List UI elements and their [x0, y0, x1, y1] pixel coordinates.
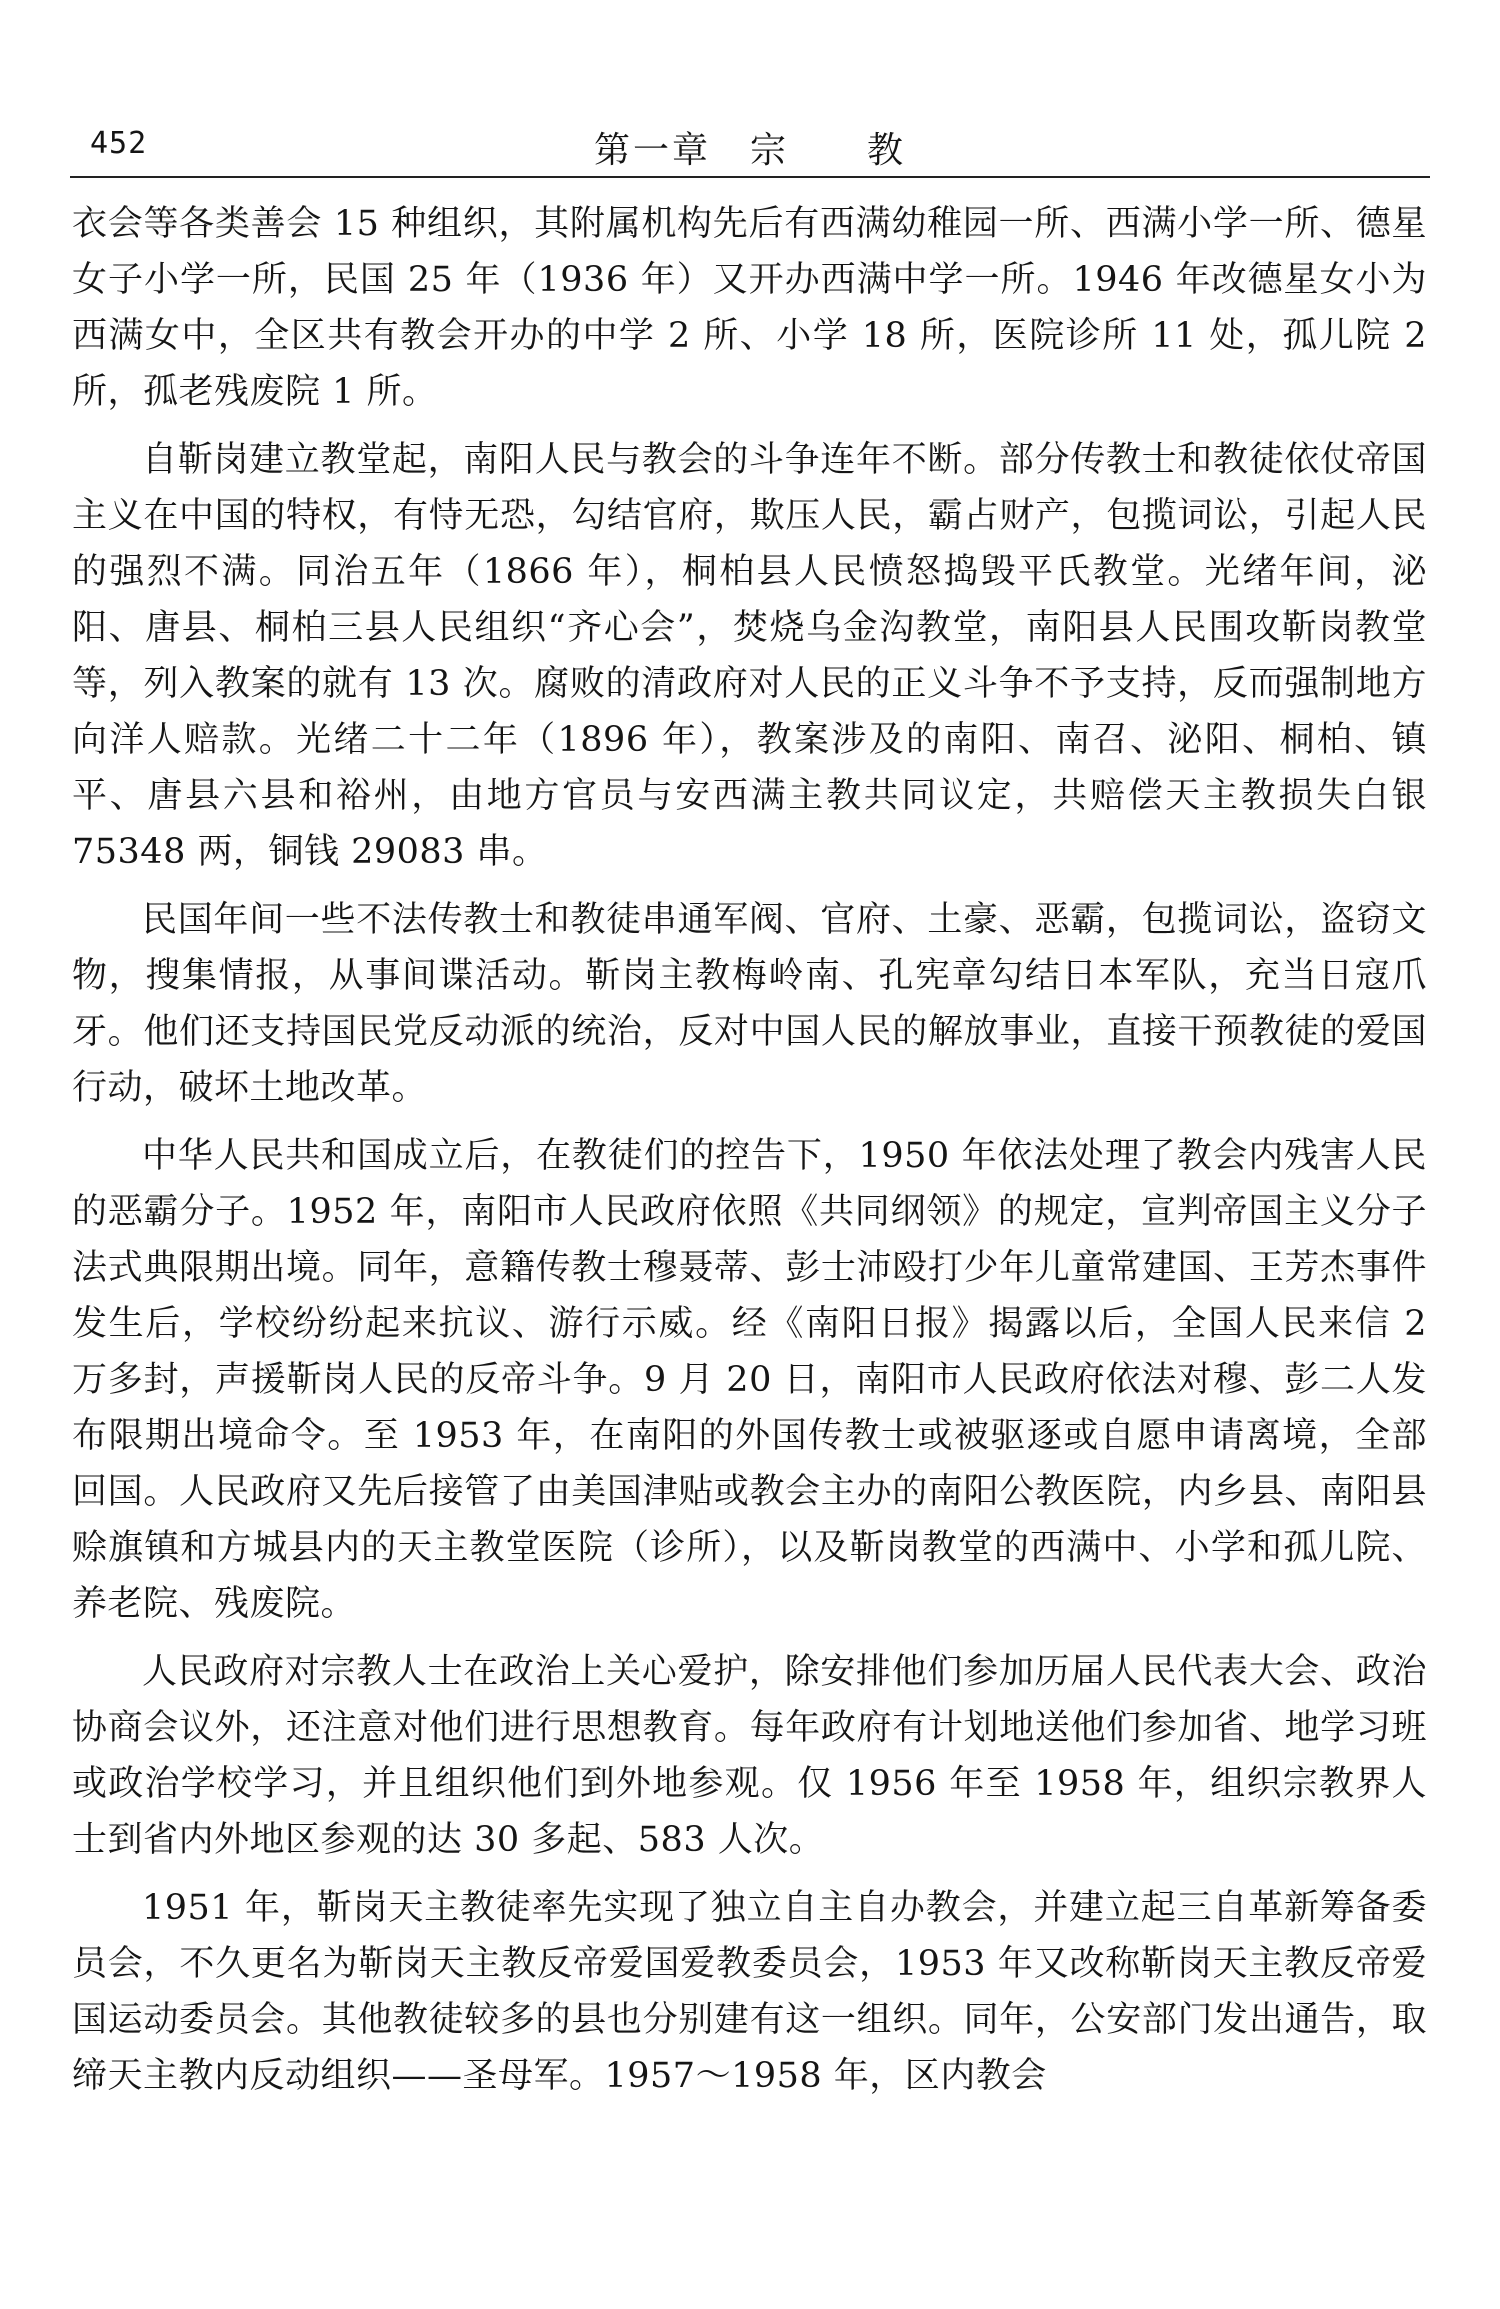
body-text [72, 196, 1427, 2116]
paragraph: 1951 年，靳岗天主教徒率先实现了独立自主自办教会，并建立起三自革新筹备委员会，不久更名为靳岗天主教反帝爱国爱教委员会，1953 年又改称靳岗天主教反帝爱国运动委员会。其他教徒较多的县也分别建有这一组织。同年，公安部门发出通告，取缔天主教内反动组织——圣母军。1957～1958 年，区内教会 [72, 1888, 1427, 2096]
chapter-title: 第一章 宗 教 [593, 130, 906, 171]
paragraph: 自靳岗建立教堂起，南阳人民与教会的斗争连年不断。部分传教士和教徒依仗帝国主义在中国的特权，有恃无恐，勾结官府，欺压人民，霸占财产，包揽词讼，引起人民的强烈不满。同治五年（1866 年），桐柏县人民愤怒捣毁平氏教堂。光绪年间，泌阳、唐县、桐柏三县人民组织“齐心会”，焚烧乌金沟教堂，南阳县人民围攻靳岗教堂等，列入教案的就有 13 次。腐败的清政府对人民的正义斗争不予支持，反而强制地方向洋人赔款。光绪二十二年（1896 年），教案涉及的南阳、南召、泌阳、桐柏、镇平、唐县六县和裕州，由地方官员与安西满主教共同议定，共赔偿天主教损失白银 75348 两，铜钱 29083 串。 [72, 440, 1427, 872]
page-number: 452 [90, 126, 148, 161]
page-header [70, 118, 1430, 174]
paragraph-continued: 衣会等各类善会 15 种组织，其附属机构先后有西满幼稚园一所、西满小学一所、德星女子小学一所，民国 25 年（1936 年）又开办西满中学一所。1946 年改德星女小为西满女中，全区共有教会开办的中学 2 所、小学 18 所，医院诊所 11 处，孤儿院 2 所，孤老残废院 1 所。 [72, 204, 1427, 412]
paragraph: 中华人民共和国成立后，在教徒们的控告下，1950 年依法处理了教会内残害人民的恶霸分子。1952 年，南阳市人民政府依照《共同纲领》的规定，宣判帝国主义分子法式典限期出境。同年，意籍传教士穆聂蒂、彭士沛殴打少年儿童常建国、王芳杰事件发生后，学校纷纷起来抗议、游行示威。经《南阳日报》揭露以后，全国人民来信 2 万多封，声援靳岗人民的反帝斗争。9 月 20 日，南阳市人民政府依法对穆、彭二人发布限期出境命令。至 1953 年，在南阳的外国传教士或被驱逐或自愿申请离境，全部回国。人民政府又先后接管了由美国津贴或教会主办的南阳公教医院，内乡县、南阳县赊旗镇和方城县内的天主教堂医院（诊所），以及靳岗教堂的西满中、小学和孤儿院、养老院、残废院。 [72, 1136, 1427, 1624]
paragraph: 人民政府对宗教人士在政治上关心爱护，除安排他们参加历届人民代表大会、政治协商会议外，还注意对他们进行思想教育。每年政府有计划地送他们参加省、地学习班或政治学校学习，并且组织他们到外地参观。仅 1956 年至 1958 年，组织宗教界人士到省内外地区参观的达 30 多起、583 人次。 [72, 1652, 1427, 1860]
paragraph: 民国年间一些不法传教士和教徒串通军阀、官府、土豪、恶霸，包揽词讼，盗窃文物，搜集情报，从事间谍活动。靳岗主教梅岭南、孔宪章勾结日本军队，充当日寇爪牙。他们还支持国民党反动派的统治，反对中国人民的解放事业，直接干预教徒的爱国行动，破坏土地改革。 [72, 900, 1427, 1108]
header-rule [70, 176, 1430, 178]
